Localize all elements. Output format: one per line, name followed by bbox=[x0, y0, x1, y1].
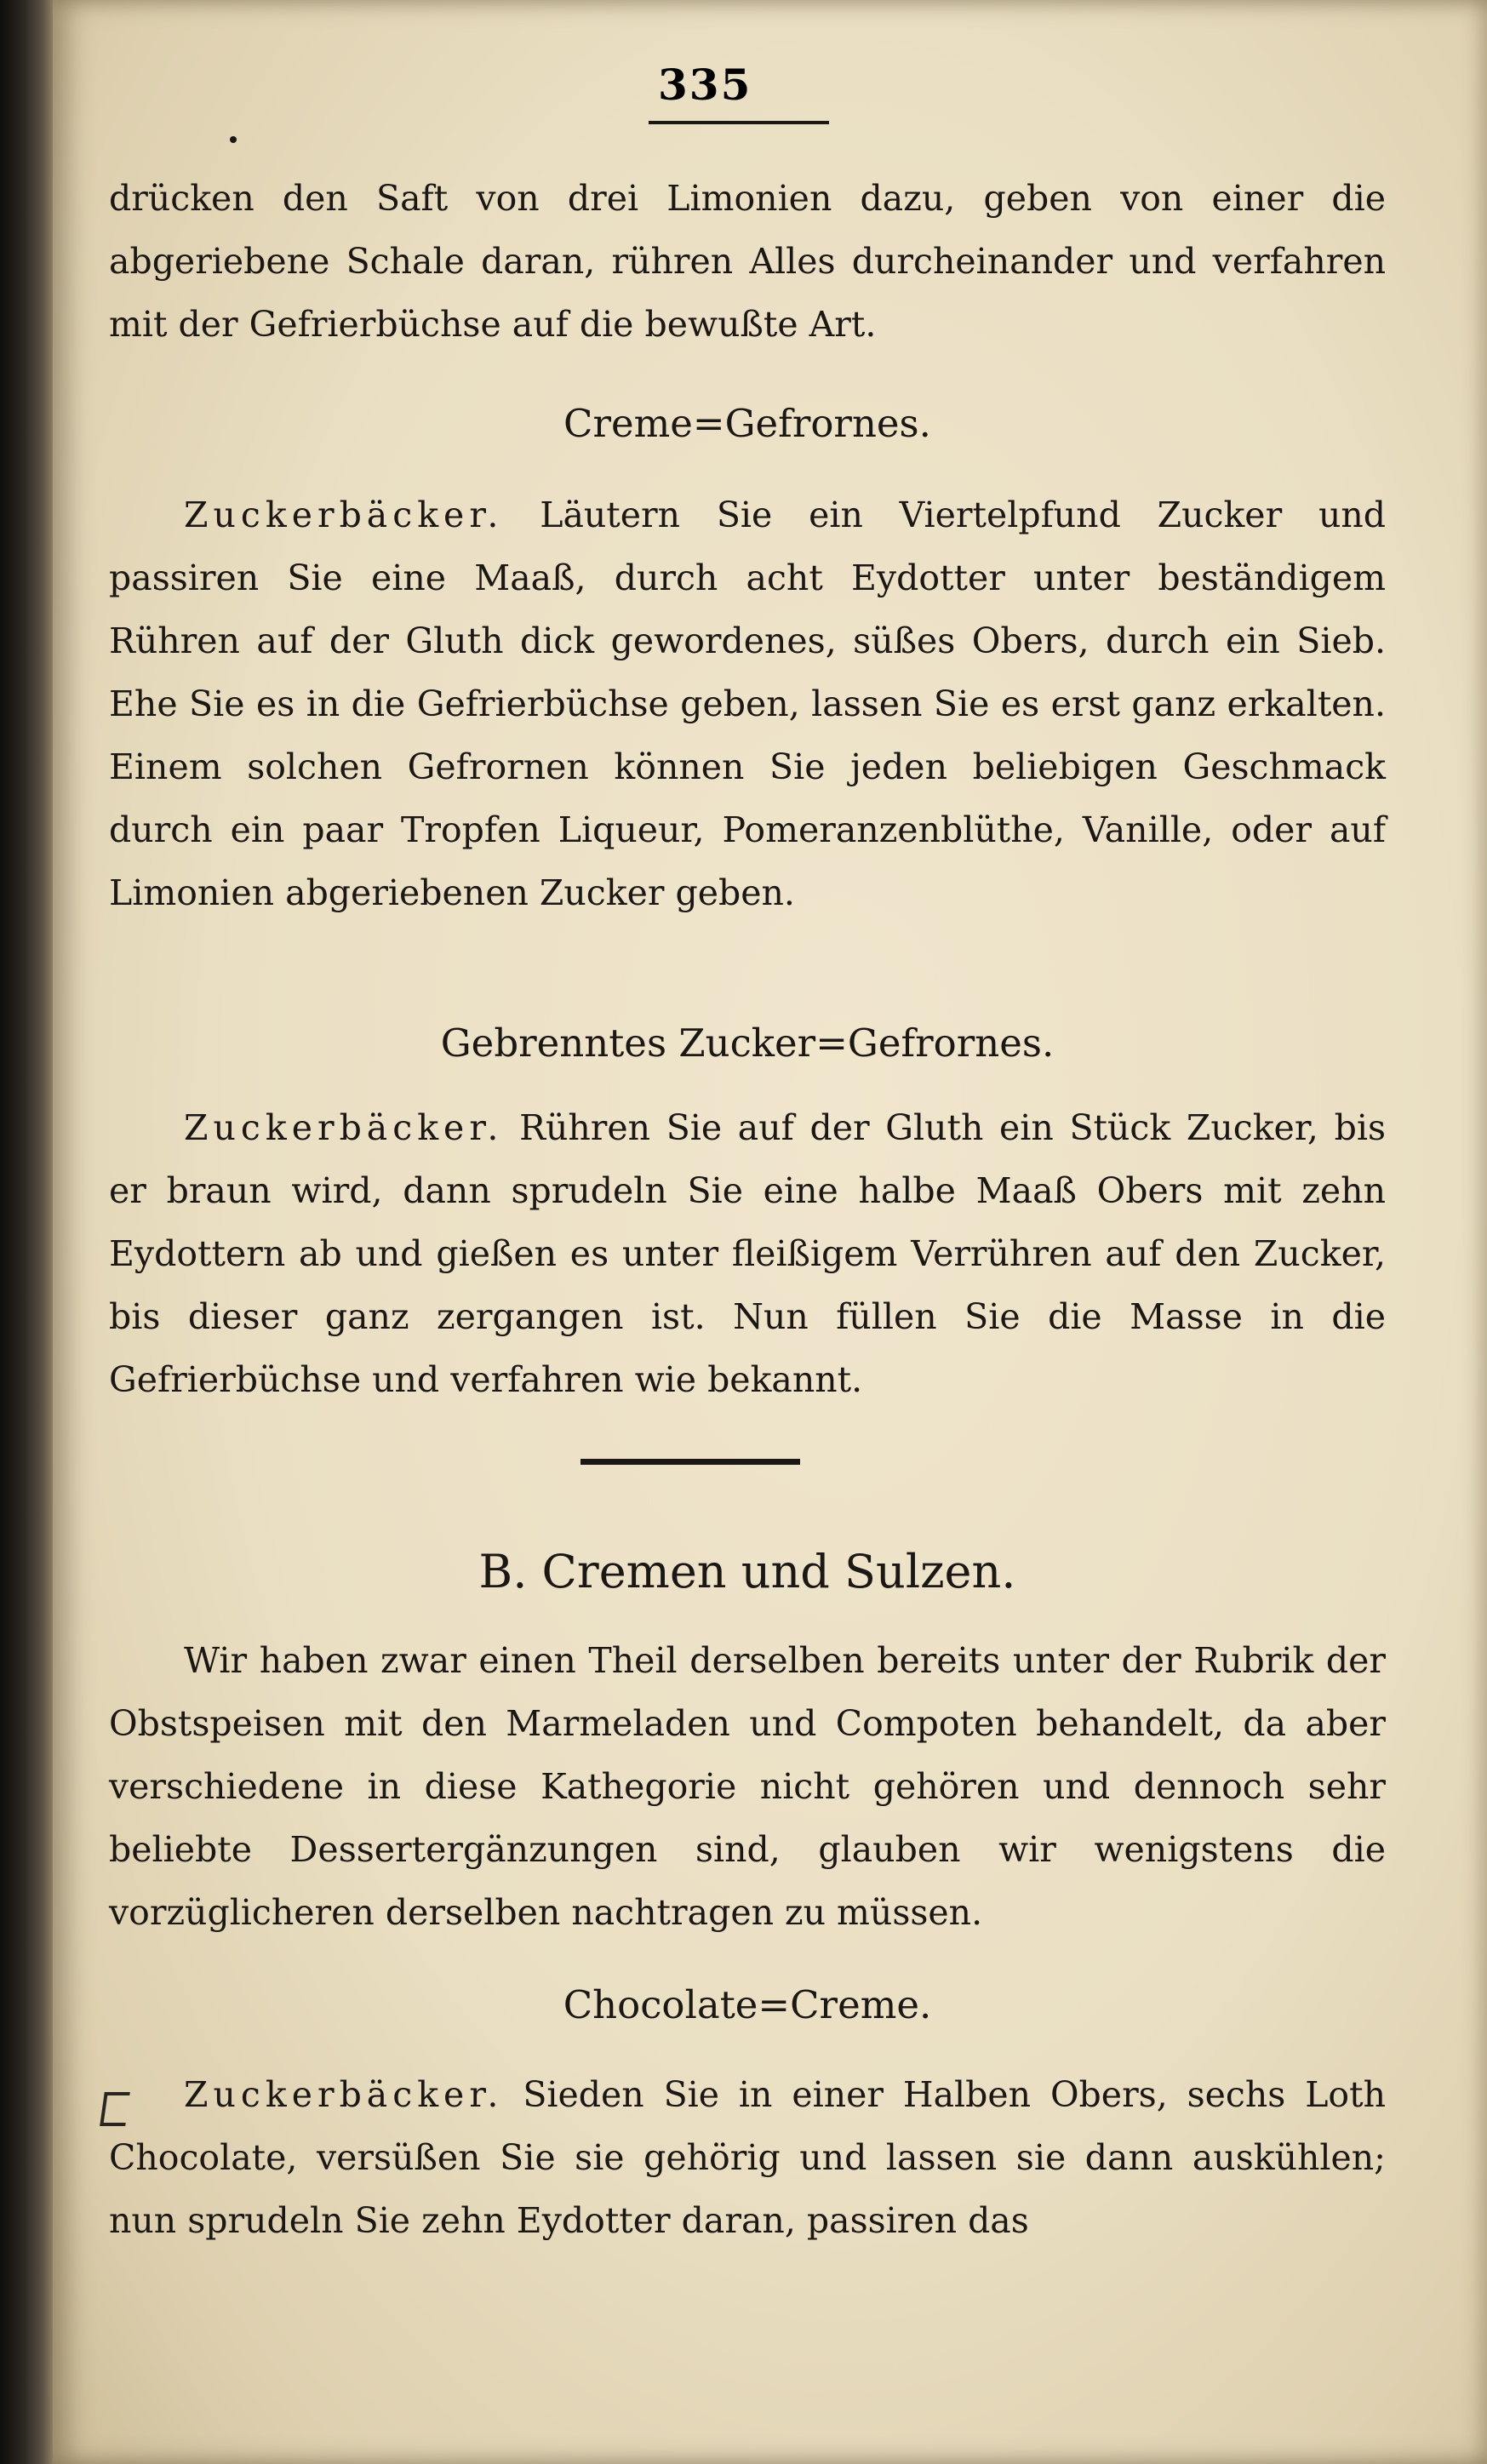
paragraph-text: Sieden Sie in einer Halben Obers, sechs Loth Chocolate, versüßen Sie sie gehörig und lassen sie dann auskühlen; nun sprudeln Sie zehn Eydotter daran, passiren das bbox=[109, 2074, 1386, 2241]
recipe-lead-word: Zuckerbäcker. bbox=[184, 1107, 504, 1148]
recipe-paragraph-chocolate-creme bbox=[109, 2063, 1386, 2252]
paragraph-text: Wir haben zwar einen Theil derselben bereits unter der Rubrik der Obstspeisen mit den Marmeladen und Compoten behandelt, da aber verschiedene in diese Kathegorie nicht gehören und dennoch sehr beliebte Dessertergänzungen sind, glauben wir wenigstens die vorzüglicheren derselben nachtragen zu müssen. bbox=[109, 1640, 1386, 1933]
section-intro-paragraph bbox=[109, 1629, 1386, 1944]
recipe-heading-chocolate-creme: Chocolate=Creme. bbox=[563, 1982, 932, 2027]
recipe-heading-creme-gefrornes: Creme=Gefrornes. bbox=[563, 401, 931, 446]
book-page bbox=[53, 0, 1487, 2464]
recipe-paragraph-creme-gefrornes bbox=[109, 483, 1386, 924]
section-title: B. Cremen und Sulzen. bbox=[478, 1545, 1016, 1598]
section-divider bbox=[581, 1459, 800, 1465]
page-number-underline bbox=[649, 121, 829, 124]
ink-speck bbox=[230, 136, 237, 143]
page-number: 335 bbox=[658, 60, 752, 110]
paragraph-text: Rühren Sie auf der Gluth ein Stück Zucker, bis er braun wird, dann sprudeln Sie eine halbe Maaß Obers mit zehn Eydottern ab und gießen es unter fleißigem Verrühren auf den Zucker, bis dieser ganz zergangen ist. Nun füllen Sie die Masse in die Gefrierbüchse und verfahren wie bekannt. bbox=[109, 1107, 1386, 1400]
recipe-lead-word: Zuckerbäcker. bbox=[184, 2074, 504, 2115]
paragraph-text: drücken den Saft von drei Limonien dazu, geben von einer die abgeriebene Schale daran, rühren Alles durcheinander und verfahren mit der Gefrierbüchse auf die bewußte Art. bbox=[109, 178, 1386, 345]
paragraph-text: Läutern Sie ein Viertelpfund Zucker und passiren Sie eine Maaß, durch acht Eydotter unter beständigem Rühren auf der Gluth dick gewordenes, süßes Obers, durch ein Sieb. Ehe Sie es in die Gefrierbüchse geben, lassen Sie es erst ganz erkalten. Einem solchen Gefrornen können Sie jeden beliebigen Geschmack durch ein paar Tropfen Liqueur, Pomeranzenblüthe, Vanille, oder auf Limonien abgeriebenen Zucker geben. bbox=[109, 495, 1386, 913]
recipe-heading-gebrenntes: Gebrenntes Zucker=Gefrornes. bbox=[440, 1020, 1055, 1066]
book-binding bbox=[0, 0, 53, 2464]
recipe-paragraph-gebrenntes bbox=[109, 1096, 1386, 1411]
paragraph-continuation bbox=[109, 167, 1386, 356]
recipe-lead-word: Zuckerbäcker. bbox=[184, 495, 504, 535]
